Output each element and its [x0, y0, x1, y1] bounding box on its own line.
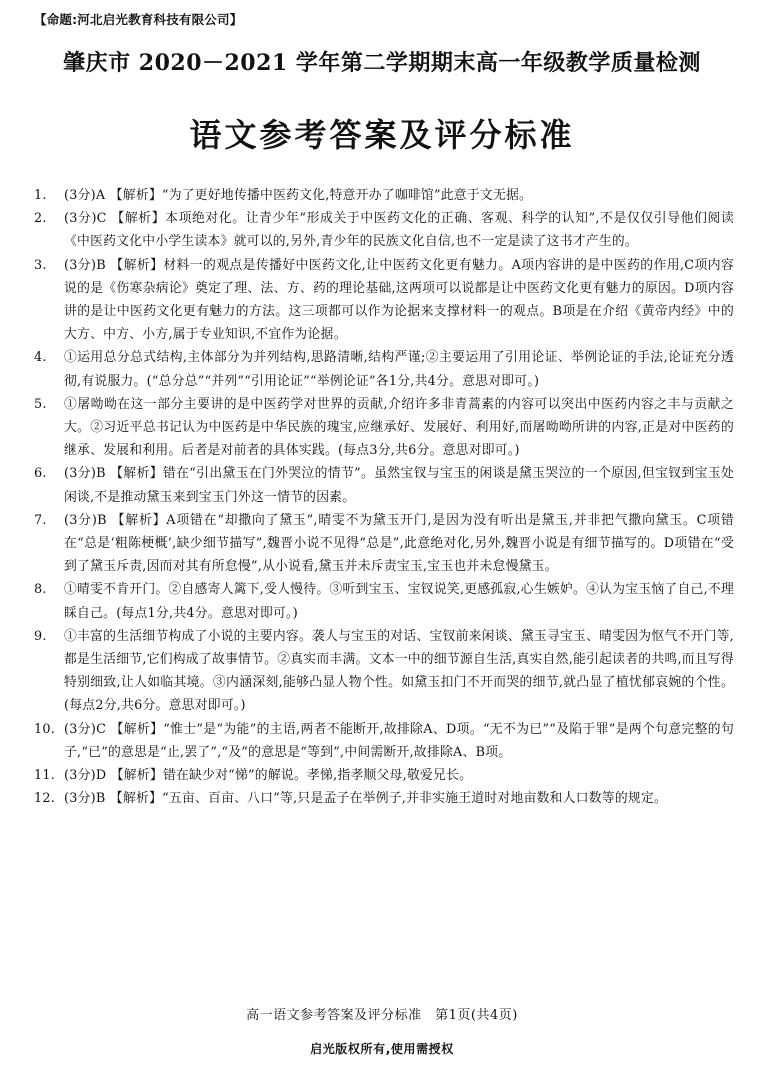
answer-number: 9. — [34, 628, 47, 644]
answer-item-2 — [34, 207, 734, 253]
answer-list — [34, 184, 734, 810]
answer-text: (3分)B 【解析】“五亩、百亩、八口”等,只是孟子在举例子,并非实施王道时对地亩数和人口数等的规定。 — [64, 791, 668, 807]
answer-item-3 — [34, 254, 734, 347]
answer-item-4 — [34, 346, 734, 392]
answer-item-10 — [34, 718, 734, 764]
answer-item-8 — [34, 578, 734, 624]
page-title: 语文参考答案及评分标准 — [189, 116, 575, 154]
answer-item-1 — [34, 184, 734, 207]
answer-text: ①屠呦呦在这一部分主要讲的是中医药学对世界的贡献,介绍许多非青蒿素的内容可以突出中医药内容之丰与贡献之大。②习近平总书记认为中医药是中华民族的瑰宝,应继承好、发展好、利用好,而屠呦呦所讲的内容,正是对中医药的继承、发展和利用。后者是对前者的具体实践。(每点3分,共6分。意思对即可。) — [64, 396, 734, 459]
answer-text: (3分)D 【解析】错在缺少对“悌”的解说。孝悌,指孝顺父母,敬爱兄长。 — [64, 768, 473, 784]
answer-item-11 — [34, 764, 734, 787]
answer-number: 1. — [34, 188, 47, 203]
answer-number: 6. — [34, 466, 47, 482]
answer-number: 7. — [34, 512, 47, 528]
answer-text: (3分)B 【解析】材料一的观点是传播好中医药文化,让中医药文化更有魅力。A项内容讲的是中医药的作用,C项内容说的是《伤寒杂病论》奠定了理、法、方、药的理论基础,这两项可以说都是让中医药文化更有魅力的原因。D项内容讲的是让中医药文化更有魅力的方法。这三项都可以作为论据来支撑材料一的观点。B项是在介绍《黄帝内经》中的大方、中方、小方,属于专业知识,不宜作为论据。 — [64, 257, 734, 343]
answer-item-7 — [34, 509, 734, 579]
answer-number: 5. — [34, 396, 47, 412]
answer-item-6 — [34, 462, 734, 508]
answer-text: (3分)A 【解析】“为了更好地传播中医药文化,特意开办了咖啡馆”此意于文无据。 — [64, 188, 533, 203]
answer-text: ①晴雯不肯开门。②自感寄人篱下,受人慢待。③听到宝玉、宝钗说笑,更感孤寂,心生嫉妒。④认为宝玉恼了自己,不理睬自己。(每点1分,共4分。意思对即可。) — [64, 582, 734, 621]
answer-number: 4. — [34, 350, 47, 366]
answer-text: (3分)C 【解析】本项绝对化。让青少年“形成关于中医药文化的正确、客观、科学的认知”,不是仅仅引导他们阅读《中医药文化中小学生读本》就可以的,另外,青少年的民族文化自信,也不一定是读了这书才产生的。 — [64, 211, 734, 250]
answer-item-12 — [34, 787, 734, 810]
answer-number: 2. — [34, 211, 47, 227]
answer-number: 8. — [34, 582, 47, 598]
answer-number: 10. — [34, 721, 56, 737]
answer-text: (3分)B 【解析】A项错在“却撒向了黛玉”,晴雯不为黛玉开门,是因为没有听出是黛玉,并非把气撒向黛玉。C项错在“总是‘粗陈梗概’,缺少细节描写”,魏晋小说不见得“总是”,此意绝对化,另外,魏晋小说是有细节描写的。D项错在“受到了黛玉斥责,因而对其有所怠慢”,从小说看,黛玉并未斥责宝玉,宝玉也并未怠慢黛玉。 — [64, 512, 734, 575]
exam-title: 肇庆市 2020－2021 学年第二学期期末高一年级教学质量检测 — [63, 50, 701, 76]
answer-text: ①运用总分总式结构,主体部分为并列结构,思路清晰,结构严谨;②主要运用了引用论证、举例论证的手法,论证充分透彻,有说服力。(“总分总”“并列”“引用论证”“举例论证”各1分,共4分。意思对即可。) — [64, 350, 734, 389]
page-footer: 高一语文参考答案及评分标准 第1页(共4页) — [246, 1008, 518, 1023]
answer-number: 12. — [34, 791, 56, 807]
answer-text: (3分)C 【解析】“惟士”是“为能”的主语,两者不能断开,故排除A、D项。“无不为已”“及陷于罪”是两个句意完整的句子,“已”的意思是“止,罢了”,“及”的意思是“等到”,中间需断开,故排除A、B项。 — [64, 721, 734, 760]
answer-text: (3分)B 【解析】错在“引出黛玉在门外哭泣的情节”。虽然宝钗与宝玉的闲谈是黛玉哭泣的一个原因,但宝钗到宝玉处闲谈,不是推动黛玉来到宝玉门外这一情节的因素。 — [64, 466, 734, 505]
copyright-notice: 启光版权所有,使用需授权 — [310, 1042, 454, 1056]
answer-item-5 — [34, 393, 734, 463]
answer-item-9 — [34, 625, 734, 718]
answer-number: 11. — [34, 768, 56, 784]
source-tag: 【命题:河北启光教育科技有限公司】 — [34, 12, 243, 27]
answer-text: ①丰富的生活细节构成了小说的主要内容。袭人与宝玉的对话、宝钗前来闲谈、黛玉寻宝玉、晴雯因为怄气不开门等,都是生活细节,它们构成了故事情节。②真实而丰满。文本一中的细节源自生活,真实自然,能引起读者的共鸣,而且写得特别细致,让人如临其境。③内涵深刻,能够凸显人物个性。如黛玉扣门不开而哭的细节,就凸显了植忧郁哀婉的个性。(每点2分,共6分。意思对即可。) — [64, 628, 734, 714]
answer-number: 3. — [34, 257, 47, 273]
